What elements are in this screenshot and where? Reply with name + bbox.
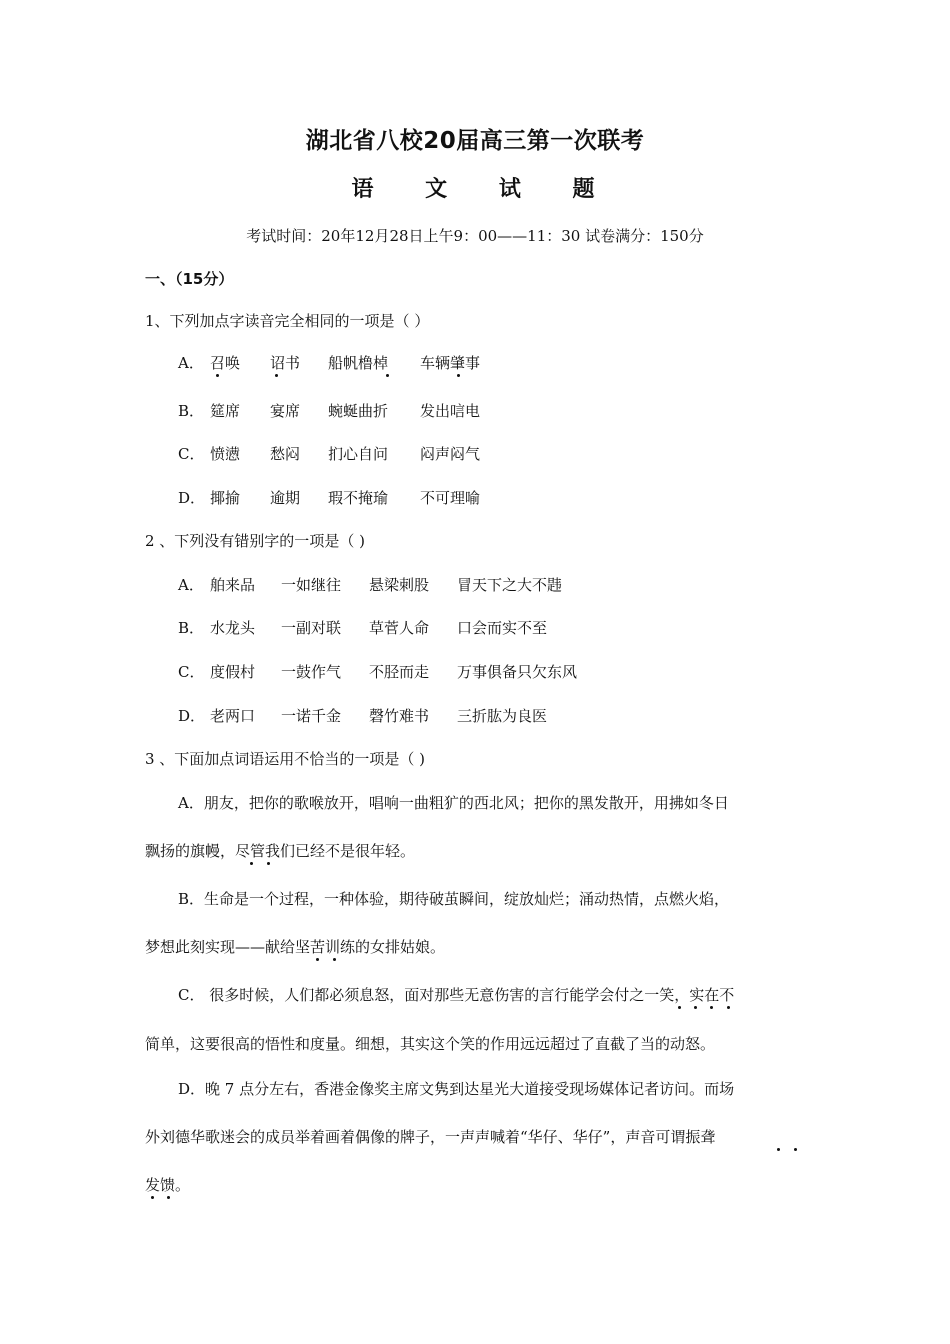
option-item: 一如继往 bbox=[281, 576, 342, 594]
exam-title: 湖北省八校20届高三第一次联考 bbox=[305, 128, 645, 154]
question-3-option-d-line2: 外刘德华歌迷会的成员举着画着偶像的牌子，一声声喊着“华仔、华仔”，声音可谓振聋 bbox=[145, 1128, 716, 1146]
option-item: 冒天下之大不韪 bbox=[457, 576, 563, 594]
option-item: 舶来品 bbox=[210, 576, 256, 594]
option-item: 老两口 bbox=[210, 707, 256, 725]
option-item: 揶揄 bbox=[210, 489, 241, 507]
emphasis-dot bbox=[167, 1196, 170, 1199]
option-item: 诏书 bbox=[270, 354, 301, 372]
option-item: 愁闷 bbox=[270, 445, 301, 463]
emphasis-dot bbox=[710, 1006, 713, 1009]
emphasis-dot bbox=[678, 1006, 681, 1009]
question-2-option-d bbox=[178, 705, 547, 726]
question-3-option-a-line2: 飘扬的旗幔，尽管我们已经不是很年轻。 bbox=[145, 842, 416, 860]
question-1-option-c bbox=[178, 443, 480, 464]
option-item: 一鼓作气 bbox=[281, 663, 342, 681]
option-item: 瑕不掩瑜 bbox=[328, 489, 389, 507]
option-item: 一诺千金 bbox=[281, 707, 342, 725]
option-letter: D． bbox=[178, 707, 206, 725]
question-3-option-d-line1: D．晚 7 点分左右，香港金像奖主席文隽到达星光大道接受现场媒体记者访问。而场 bbox=[178, 1080, 735, 1098]
emphasis-dot bbox=[275, 374, 278, 377]
emphasis-dot bbox=[794, 1148, 797, 1151]
option-letter: C． bbox=[178, 445, 205, 463]
option-item: 扪心自问 bbox=[328, 445, 389, 463]
question-3-option-a-line1: A．朋友，把你的歌喉放开，唱响一曲粗犷的西北风；把你的黑发散开，用拂如冬日 bbox=[178, 794, 729, 812]
option-item: 蜿蜒曲折 bbox=[328, 402, 389, 420]
question-1-option-a bbox=[178, 352, 480, 373]
emphasis-dot bbox=[694, 1006, 697, 1009]
option-item: 召唤 bbox=[210, 354, 241, 372]
exam-subtitle: 语 文 试 题 bbox=[351, 177, 617, 202]
emphasis-dot bbox=[250, 862, 253, 865]
emphasis-dot bbox=[333, 958, 336, 961]
option-letter: B． bbox=[178, 402, 205, 420]
option-item: 车辆肇事 bbox=[420, 354, 481, 372]
option-item: 筵席 bbox=[210, 402, 241, 420]
exam-info: 考试时间：20年12月28日上午9：00——11：30 试卷满分：150分 bbox=[246, 227, 704, 245]
option-item: 草菅人命 bbox=[369, 619, 430, 637]
question-3-option-c-line1: C． 很多时候，人们都必须息怒，面对那些无意伤害的言行能学会付之一笑，实在不 bbox=[178, 986, 735, 1004]
emphasis-dot bbox=[777, 1148, 780, 1151]
option-item: 磬竹难书 bbox=[369, 707, 430, 725]
option-letter: D． bbox=[178, 489, 206, 507]
question-2-option-a bbox=[178, 574, 562, 595]
question-3-option-b-line2: 梦想此刻实现——献给坚苦训练的女排姑娘。 bbox=[145, 938, 446, 956]
emphasis-dot bbox=[457, 374, 460, 377]
emphasis-dot bbox=[216, 374, 219, 377]
question-3-option-b-line1: B．生命是一个过程，一种体验，期待破茧瞬间，绽放灿烂；涌动热情，点燃火焰， bbox=[178, 890, 730, 908]
emphasis-dot bbox=[386, 374, 389, 377]
option-item: 发出唁电 bbox=[420, 402, 481, 420]
option-item: 悬梁刺股 bbox=[369, 576, 430, 594]
emphasis-dot bbox=[316, 958, 319, 961]
question-3-option-d-line3: 发馈。 bbox=[145, 1176, 191, 1194]
option-item: 一副对联 bbox=[281, 619, 342, 637]
option-item: 三折肱为良医 bbox=[457, 707, 548, 725]
option-item: 闷声闷气 bbox=[420, 445, 481, 463]
emphasis-dot bbox=[727, 1006, 730, 1009]
option-item: 愤懑 bbox=[210, 445, 241, 463]
section-heading: 一、（15分） bbox=[145, 270, 234, 288]
option-letter: B． bbox=[178, 619, 205, 637]
option-letter: A． bbox=[178, 576, 204, 594]
question-2-stem: 2 、下列没有错别字的一项是（ ) bbox=[145, 532, 365, 550]
option-item: 万事俱备只欠东风 bbox=[457, 663, 578, 681]
question-1-option-b bbox=[178, 400, 480, 421]
option-item: 船帆橹棹 bbox=[328, 354, 389, 372]
emphasis-dot bbox=[267, 862, 270, 865]
option-item: 度假村 bbox=[210, 663, 256, 681]
question-3-option-c-line2: 简单，这要很高的悟性和度量。细想，其实这个笑的作用远远超过了直截了当的动怒。 bbox=[145, 1035, 716, 1053]
option-item: 不胫而走 bbox=[369, 663, 430, 681]
emphasis-dot bbox=[151, 1196, 154, 1199]
option-letter: C． bbox=[178, 663, 205, 681]
option-item: 水龙头 bbox=[210, 619, 256, 637]
option-item: 宴席 bbox=[270, 402, 301, 420]
question-1-option-d bbox=[178, 487, 480, 508]
option-item: 不可理喻 bbox=[420, 489, 481, 507]
question-2-option-b bbox=[178, 617, 547, 638]
question-3-stem: 3 、下面加点词语运用不恰当的一项是（ ) bbox=[145, 750, 425, 768]
option-item: 逾期 bbox=[270, 489, 301, 507]
question-1-stem: 1、下列加点字读音完全相同的一项是（ ） bbox=[145, 312, 430, 330]
option-item: 口会而实不至 bbox=[457, 619, 548, 637]
question-2-option-c bbox=[178, 661, 577, 682]
option-letter: A． bbox=[178, 354, 204, 372]
